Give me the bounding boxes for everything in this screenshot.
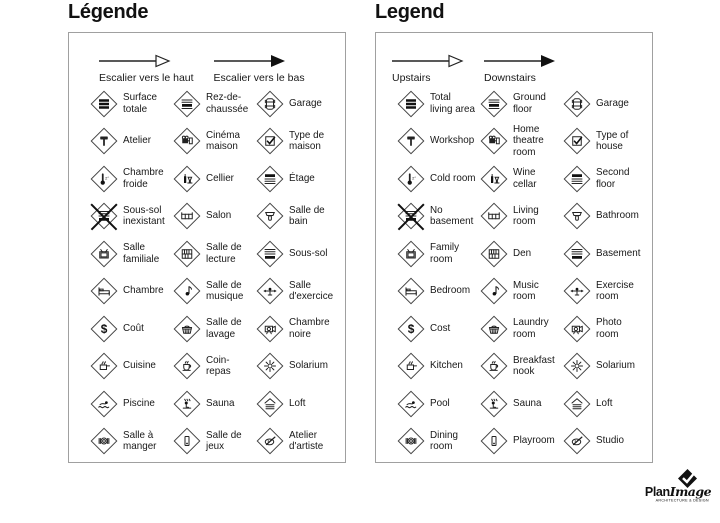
arrow-label: Downstairs	[484, 72, 536, 84]
svg-text:$: $	[100, 321, 108, 336]
legend-item	[562, 385, 648, 423]
arrow-label: Upstairs	[392, 72, 431, 84]
legend-item	[89, 123, 172, 161]
legend-item	[396, 160, 479, 198]
legend-item	[479, 423, 562, 461]
legend-grid	[396, 85, 648, 460]
tv-icon	[396, 239, 426, 269]
legend-item-label: Pool	[430, 396, 450, 409]
diamond-outline	[91, 203, 118, 230]
legend-item-label: Coût	[123, 321, 144, 334]
legend-item	[89, 385, 172, 423]
legend-item	[89, 198, 172, 236]
legend-item	[562, 423, 648, 461]
legend-item	[562, 123, 648, 161]
camera-icon	[255, 314, 285, 344]
sun-icon	[255, 351, 285, 381]
legend-item	[479, 160, 562, 198]
loft-roof-icon	[562, 389, 592, 419]
legend-item	[562, 273, 648, 311]
legend-item-label: Studio	[596, 434, 624, 447]
legend-item	[255, 310, 341, 348]
legend-item	[479, 385, 562, 423]
hammer-icon	[89, 126, 119, 156]
legend-item-label: Type de maison	[289, 128, 325, 153]
car-icon	[255, 89, 285, 119]
legend-item-label: Dining room	[430, 428, 458, 453]
legend-item-label: Étage	[289, 171, 315, 184]
legend-item	[562, 198, 648, 236]
legend-item	[396, 348, 479, 386]
legend-item-label: Salle à manger	[123, 428, 157, 453]
logo-text-plan: Plan	[644, 485, 670, 499]
loft-roof-icon	[255, 389, 285, 419]
legend-item	[255, 160, 341, 198]
car-icon	[562, 89, 592, 119]
legend-item-label: Salle familiale	[123, 241, 160, 265]
legend-item-label: Cuisine	[123, 359, 156, 372]
arrow-label: Escalier vers le bas	[213, 72, 305, 84]
stairs-up-arrow-group	[99, 53, 194, 84]
bookshelf-icon	[479, 239, 509, 269]
legend-item-label: Cinéma maison	[206, 128, 241, 153]
legend-item	[396, 423, 479, 461]
sun-icon	[562, 351, 592, 381]
legend-item	[479, 235, 562, 273]
legend-panel-english	[375, 32, 653, 463]
legend-item	[172, 160, 255, 198]
legend-item	[172, 235, 255, 273]
sauna-person-icon	[172, 389, 202, 419]
legend-item-label: Atelier d'artiste	[289, 428, 324, 453]
legend-item	[255, 198, 341, 236]
legend-item-label: Sauna	[206, 396, 235, 409]
camera-icon	[562, 314, 592, 344]
legend-item	[562, 310, 648, 348]
legend-item-label: Kitchen	[430, 359, 463, 372]
hammer-icon	[396, 126, 426, 156]
legend-item	[396, 123, 479, 161]
legend-item-label: Second floor	[596, 166, 630, 190]
stairs-down-arrow-icon	[484, 53, 556, 69]
sink-icon	[562, 201, 592, 231]
legend-item-label: Salle de bain	[289, 203, 325, 228]
sink-icon	[255, 201, 285, 231]
stairs-up-arrow-icon	[99, 53, 194, 69]
legend-item	[479, 123, 562, 161]
legend-item	[396, 385, 479, 423]
legend-item	[562, 235, 648, 273]
stripes-top-icon	[562, 164, 592, 194]
legend-item-label: Salle de lavage	[206, 316, 242, 340]
panel-title-english: Legend	[375, 1, 445, 23]
legend-item	[255, 423, 341, 461]
legend-item-label: Bathroom	[596, 209, 639, 222]
legend-item-label: Salle de lecture	[206, 241, 242, 265]
legend-item	[562, 160, 648, 198]
palette-icon	[562, 426, 592, 456]
legend-item	[255, 235, 341, 273]
legend-item	[89, 273, 172, 311]
play-box-icon	[479, 426, 509, 456]
cooking-pot-icon	[89, 351, 119, 381]
legend-item	[255, 348, 341, 386]
diamond-outline	[398, 203, 425, 230]
stairs-down-arrow-icon	[214, 53, 305, 69]
legend-item	[396, 198, 479, 236]
legend-panel-french	[68, 32, 346, 463]
legend-item	[89, 160, 172, 198]
legend-item	[172, 85, 255, 123]
stripes-ground-icon	[479, 89, 509, 119]
film-projector-icon	[172, 126, 202, 156]
legend-item-label: Chambre noire	[289, 316, 330, 340]
logo-text	[642, 486, 714, 499]
logo-text-image: Image	[669, 484, 712, 499]
dining-plate-icon	[396, 426, 426, 456]
legend-item-label: Type of house	[596, 128, 629, 153]
svg-text:2°: 2°	[412, 175, 416, 181]
dining-plate-icon	[89, 426, 119, 456]
stairs-up-arrow-icon	[392, 53, 464, 69]
legend-item-label: Salon	[206, 209, 232, 222]
legend-item-label: Photo room	[596, 316, 622, 340]
legend-grid	[89, 85, 341, 460]
legend-item-label: Loft	[289, 396, 306, 409]
sofa-icon	[479, 201, 509, 231]
legend-item	[479, 273, 562, 311]
stripes-bottom-icon	[562, 239, 592, 269]
legend-item-label: Coin-repas	[206, 353, 231, 378]
svg-text:2°: 2°	[105, 175, 109, 181]
stairs-down-arrow-group	[214, 53, 305, 84]
legend-item-label: Sous-sol inexistant	[123, 203, 165, 228]
legend-item-label: Cold room	[430, 171, 476, 184]
legend-item	[172, 348, 255, 386]
legend-item	[479, 348, 562, 386]
legend-item	[562, 348, 648, 386]
stripes-ground-icon	[172, 89, 202, 119]
legend-item-label: Rez-de-chaussée	[206, 91, 249, 115]
sofa-icon	[172, 201, 202, 231]
stripes-top-icon	[255, 164, 285, 194]
legend-item-label: Wine cellar	[513, 166, 537, 190]
legend-item-label: Garage	[596, 96, 629, 109]
legend-item	[562, 85, 648, 123]
legend-item	[396, 310, 479, 348]
legend-item-label: Sauna	[513, 396, 542, 409]
legend-item	[89, 423, 172, 461]
swimmer-icon	[89, 389, 119, 419]
legend-item-label: Atelier	[123, 134, 151, 147]
no-basement-icon	[396, 201, 426, 231]
legend-item-label: Family room	[430, 241, 460, 265]
exercise-icon	[562, 276, 592, 306]
planimage-logo	[642, 469, 714, 505]
music-note-icon	[172, 276, 202, 306]
stripes-full-icon	[396, 89, 426, 119]
dollar-icon	[89, 314, 119, 344]
legend-item-label: Solarium	[289, 359, 328, 372]
bed-icon	[89, 276, 119, 306]
legend-item	[172, 198, 255, 236]
exercise-icon	[255, 276, 285, 306]
thermometer-icon	[396, 164, 426, 194]
legend-item-label: Loft	[596, 396, 613, 409]
legend-item	[172, 423, 255, 461]
legend-item	[396, 235, 479, 273]
sauna-person-icon	[479, 389, 509, 419]
legend-item-label: Music room	[513, 278, 539, 303]
stair-arrows	[99, 53, 305, 84]
legend-item	[172, 310, 255, 348]
legend-item	[255, 85, 341, 123]
legend-item	[255, 273, 341, 311]
stripes-full-icon	[89, 89, 119, 119]
stripes-bottom-icon	[255, 239, 285, 269]
legend-item-label: Workshop	[430, 134, 475, 147]
laundry-basket-icon	[479, 314, 509, 344]
laundry-basket-icon	[172, 314, 202, 344]
arrow-label: Escalier vers le haut	[99, 72, 194, 84]
stair-arrows	[392, 53, 556, 84]
legend-item-label: Home theatre room	[513, 122, 544, 159]
play-box-icon	[172, 426, 202, 456]
svg-text:$: $	[407, 321, 415, 336]
legend-item-label: Laundry room	[513, 316, 549, 340]
legend-item-label: Breakfast nook	[513, 353, 555, 378]
legend-item-label: Piscine	[123, 396, 155, 409]
legend-item	[172, 273, 255, 311]
legend-item-label: Salle de musique	[206, 278, 244, 303]
legend-item	[89, 348, 172, 386]
dollar-icon	[396, 314, 426, 344]
legend-item-label: Living room	[513, 203, 539, 228]
legend-item-label: Chambre	[123, 284, 164, 297]
legend-item	[479, 85, 562, 123]
swimmer-icon	[396, 389, 426, 419]
stairs-down-arrow-group	[484, 53, 556, 84]
legend-item	[89, 310, 172, 348]
music-note-icon	[479, 276, 509, 306]
thermometer-icon	[89, 164, 119, 194]
legend-item-label: Cellier	[206, 171, 234, 184]
legend-item-label: Garage	[289, 96, 322, 109]
palette-icon	[255, 426, 285, 456]
house-check-icon	[562, 126, 592, 156]
legend-item-label: Salle d'exercice	[289, 278, 334, 303]
legend-item-label: Bedroom	[430, 284, 471, 297]
legend-item	[255, 123, 341, 161]
film-projector-icon	[479, 126, 509, 156]
legend-item	[479, 198, 562, 236]
legend-item-label: Exercise room	[596, 278, 634, 303]
legend-item-label: Playroom	[513, 434, 555, 447]
legend-item	[479, 310, 562, 348]
bed-icon	[396, 276, 426, 306]
legend-item	[89, 235, 172, 273]
legend-item-label: Total living area	[430, 91, 476, 115]
legend-item	[89, 85, 172, 123]
legend-item-label: Chambre froide	[123, 166, 164, 190]
legend-item-label: Salle de jeux	[206, 428, 242, 453]
legend-item-label: Den	[513, 246, 532, 259]
legend-item-label: Basement	[596, 246, 641, 259]
no-basement-icon	[89, 201, 119, 231]
coffee-cup-icon	[172, 351, 202, 381]
panel-title-french: Légende	[68, 1, 149, 23]
legend-item	[172, 123, 255, 161]
legend-item-label: No basement	[430, 203, 474, 228]
bookshelf-icon	[172, 239, 202, 269]
legend-item-label: Ground floor	[513, 91, 546, 115]
legend-item-label: Sous-sol	[289, 246, 328, 259]
legend-item-label: Solarium	[596, 359, 635, 372]
legend-item	[255, 385, 341, 423]
legend-item	[396, 85, 479, 123]
logo-tagline: ARCHITECTURE & DESIGN	[655, 498, 709, 503]
house-check-icon	[255, 126, 285, 156]
stairs-up-arrow-group	[392, 53, 464, 84]
legend-item	[172, 385, 255, 423]
legend-item	[396, 273, 479, 311]
wine-icon	[172, 164, 202, 194]
coffee-cup-icon	[479, 351, 509, 381]
tv-icon	[89, 239, 119, 269]
legend-item-label: Cost	[430, 321, 451, 334]
cooking-pot-icon	[396, 351, 426, 381]
wine-icon	[479, 164, 509, 194]
legend-item-label: Surface totale	[123, 91, 158, 115]
